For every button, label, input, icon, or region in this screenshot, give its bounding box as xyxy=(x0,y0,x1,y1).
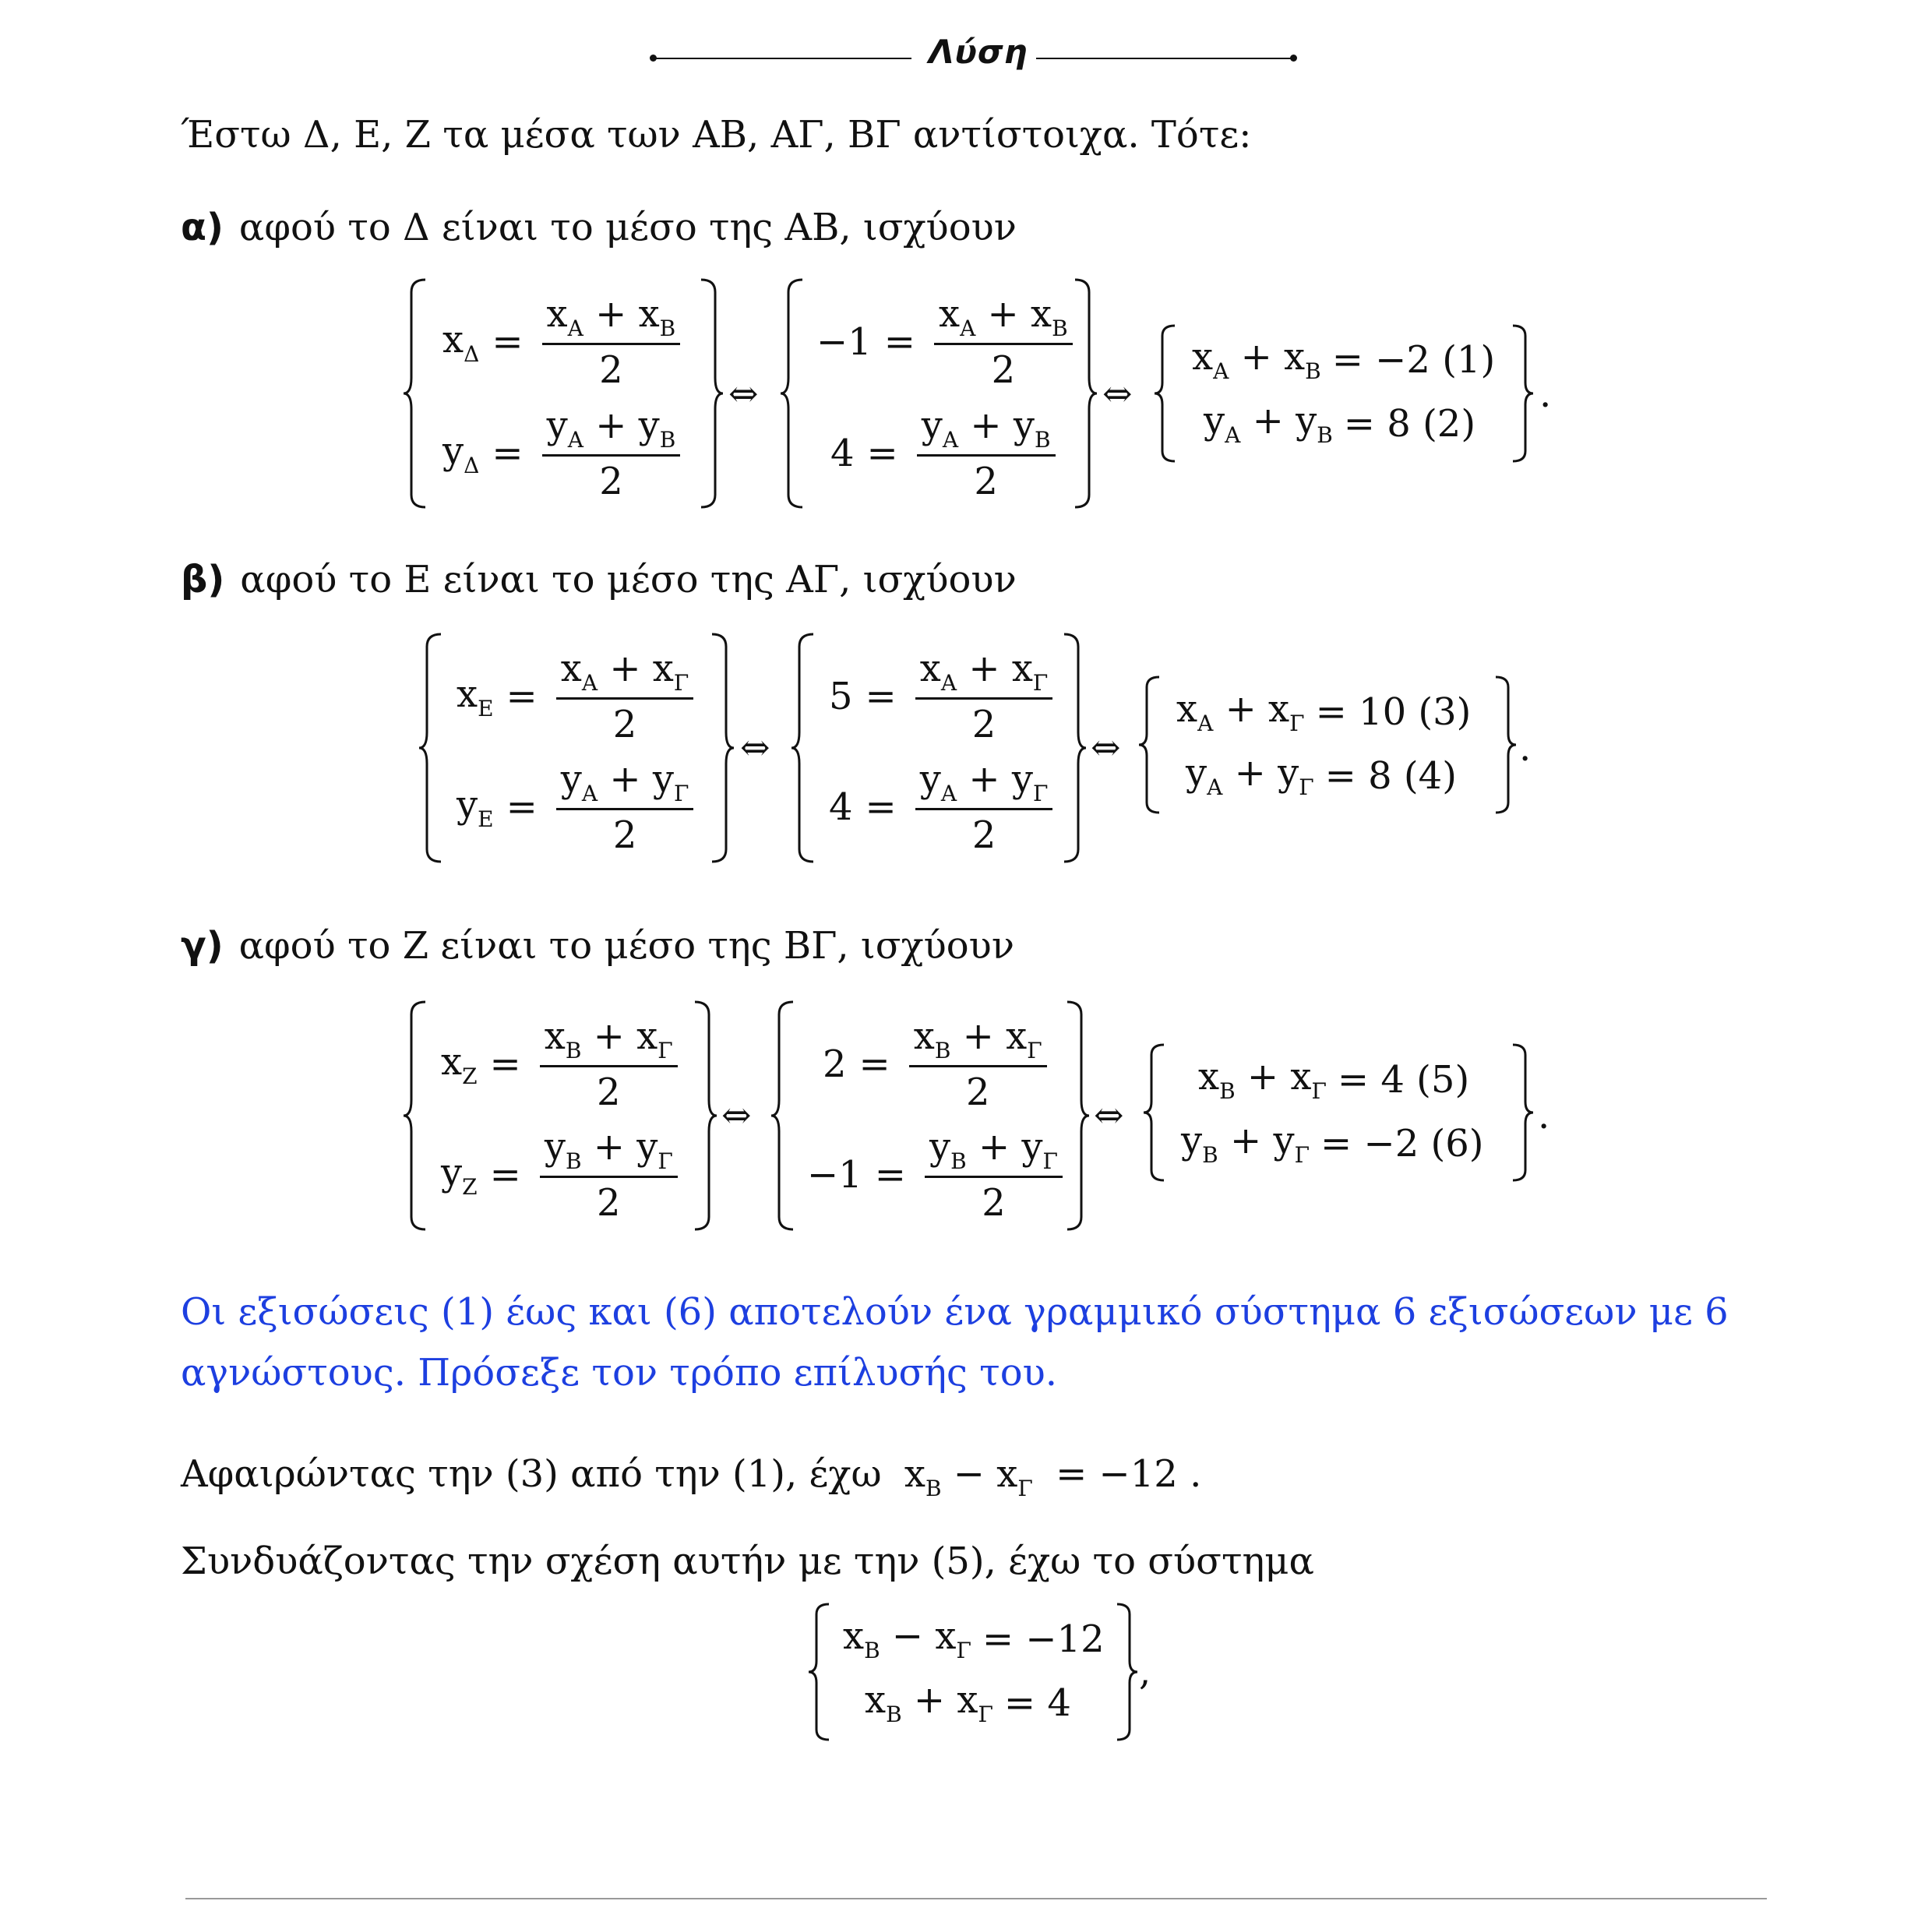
brace-right-icon xyxy=(1111,1602,1139,1742)
step1-result: = −12 . xyxy=(1056,1452,1202,1496)
brace-right-icon xyxy=(1507,1042,1535,1183)
intro-text: Έστω Δ, Ε, Ζ τα μέσα των ΑΒ, ΑΓ, ΒΓ αντίστοιχα. Τότε: xyxy=(181,113,1252,157)
eq-c1-y: $y_Z$ = $\frac{y_B + y_\Gamma}{2}$ xyxy=(441,1125,684,1225)
eq-a2-y: 4 = $\frac{y_A + y_B}{2}$ xyxy=(830,404,1062,503)
brace-left-icon xyxy=(1142,1042,1170,1183)
step1: Αφαιρώντας την (3) από την (1), έχω $x_B - x_\Gamma = -12$ . xyxy=(181,1452,1202,1501)
iff-icon: ⇔ xyxy=(1102,372,1133,414)
eq-c3-y: $y_B + y_\Gamma$ = −2 (6) xyxy=(1181,1119,1484,1168)
iff-icon: ⇔ xyxy=(1091,726,1121,768)
iff-icon: ⇔ xyxy=(728,372,759,414)
eq-b3-x: $x_A + x_\Gamma$ = 10 (3) xyxy=(1176,687,1472,736)
brace-left-icon xyxy=(779,277,810,510)
page-title: Λύση xyxy=(929,33,1028,71)
eq-b3-y: $y_A + y_\Gamma$ = 8 (4) xyxy=(1186,751,1457,800)
brace-left-icon xyxy=(807,1602,835,1742)
part-b xyxy=(181,558,1017,601)
part-a-label: α) xyxy=(181,206,224,249)
eq-a1-x: $x_\Delta$ = $\frac{x_A + x_B}{2}$ xyxy=(442,292,686,392)
heading-dot-right xyxy=(1290,55,1297,62)
part-c xyxy=(181,924,1014,968)
eq-c2-x: 2 = $\frac{x_B + x_\Gamma}{2}$ xyxy=(823,1014,1053,1114)
comma: , xyxy=(1139,1650,1151,1694)
eq-b2-x: 5 = $\frac{x_A + x_\Gamma}{2}$ xyxy=(829,647,1059,746)
eq-c1-x: $x_Z$ = $\frac{x_B + x_\Gamma}{2}$ xyxy=(441,1014,684,1114)
eq-b1-x: $x_E$ = $\frac{x_A + x_\Gamma}{2}$ xyxy=(457,647,700,746)
eq-a3-y: $y_A + y_B$ = 8 (2) xyxy=(1204,399,1476,448)
eq-b2-y: 4 = $\frac{y_A + y_\Gamma}{2}$ xyxy=(829,757,1059,857)
eq-b1-y: $y_E$ = $\frac{y_A + y_\Gamma}{2}$ xyxy=(457,757,700,857)
brace-left-icon xyxy=(1153,323,1181,464)
iff-icon: ⇔ xyxy=(740,726,770,768)
iff-icon: ⇔ xyxy=(1094,1094,1124,1136)
step1-text: Αφαιρώντας την (3) από την (1), έχω xyxy=(181,1452,882,1496)
brace-left-icon xyxy=(402,277,433,510)
eq-a1-y: $y_\Delta$ = $\frac{y_A + y_B}{2}$ xyxy=(442,404,686,503)
brace-right-icon xyxy=(1059,999,1091,1233)
period: . xyxy=(1539,372,1552,416)
iff-icon: ⇔ xyxy=(721,1094,752,1136)
brace-right-icon xyxy=(1490,675,1518,815)
eq-c2-y: −1 = $\frac{y_B + y_\Gamma}{2}$ xyxy=(807,1125,1069,1225)
part-b-label: β) xyxy=(181,558,225,601)
period: . xyxy=(1519,726,1532,770)
heading-rule-left xyxy=(654,58,911,59)
part-b-text: αφού το Ε είναι το μέσο της ΑΓ, ισχύουν xyxy=(240,558,1017,601)
heading-rule-right xyxy=(1036,58,1293,59)
brace-left-icon xyxy=(770,999,801,1233)
brace-left-icon xyxy=(1137,675,1165,815)
part-a-text: αφού το Δ είναι το μέσο της ΑΒ, ισχύουν xyxy=(238,206,1017,249)
part-c-text: αφού το Ζ είναι το μέσο της ΒΓ, ισχύουν xyxy=(238,924,1015,968)
note-line-2: αγνώστους. Πρόσεξε τον τρόπο επίλυσής του. xyxy=(181,1351,1058,1395)
part-a xyxy=(181,206,1017,249)
footer-rule xyxy=(185,1898,1767,1899)
period: . xyxy=(1538,1094,1550,1137)
brace-right-icon xyxy=(1507,323,1535,464)
brace-left-icon xyxy=(790,631,821,865)
eq-d-2: $x_B + x_\Gamma$ = 4 xyxy=(865,1678,1071,1727)
brace-right-icon xyxy=(687,999,718,1233)
brace-left-icon xyxy=(402,999,433,1233)
brace-right-icon xyxy=(693,277,724,510)
eq-a2-x: −1 = $\frac{x_A + x_B}{2}$ xyxy=(816,292,1079,392)
part-c-label: γ) xyxy=(181,924,224,968)
step2-text: Συνδυάζοντας την σχέση αυτήν με την (5), έχω το σύστημα xyxy=(181,1539,1314,1583)
brace-right-icon xyxy=(1056,631,1088,865)
eq-a3-x: $x_A + x_B$ = −2 (1) xyxy=(1192,335,1496,384)
note-line-1: Οι εξισώσεις (1) έως και (6) αποτελούν ένα γραμμικό σύστημα 6 εξισώσεων με 6 xyxy=(181,1290,1729,1334)
eq-d-1: $x_B - x_\Gamma$ = −12 xyxy=(843,1614,1105,1663)
brace-right-icon xyxy=(704,631,735,865)
eq-c3-x: $x_B + x_\Gamma$ = 4 (5) xyxy=(1198,1055,1470,1104)
brace-left-icon xyxy=(418,631,449,865)
brace-right-icon xyxy=(1067,277,1098,510)
